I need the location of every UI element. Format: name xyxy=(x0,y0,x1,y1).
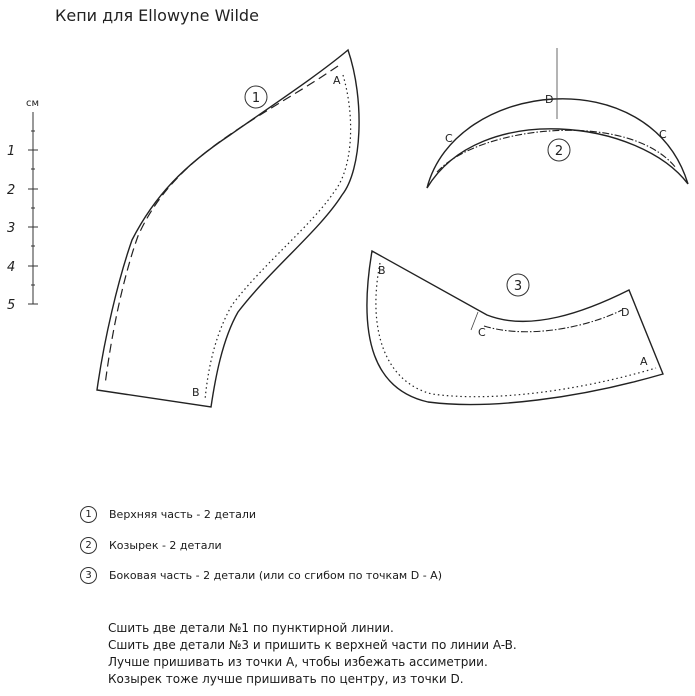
legend-item-3 xyxy=(80,564,640,586)
piece-2-point-c-left: C xyxy=(445,132,453,145)
ruler-tick-1: 1 xyxy=(7,144,16,159)
piece-3-side-part xyxy=(367,251,663,404)
piece-2-point-d: D xyxy=(545,93,554,106)
instruction-line-2: Сшить две детали №3 и пришить к верхней части по линии A-B. xyxy=(108,638,517,652)
legend-number-1: 1 xyxy=(80,506,97,523)
piece-3-point-c: C xyxy=(478,326,486,339)
piece-2-visor xyxy=(427,48,688,188)
legend-number-3: 3 xyxy=(80,567,97,584)
piece-3-tick-c xyxy=(471,312,478,330)
legend-item-1 xyxy=(80,503,640,525)
ruler-tick-3: 3 xyxy=(7,221,16,236)
legend-item-2 xyxy=(80,534,640,556)
instruction-line-3: Лучше пришивать из точки A, чтобы избежать ассиметрии. xyxy=(108,655,488,669)
legend-text-1: Верхняя часть - 2 детали xyxy=(109,507,257,521)
piece-3-point-a: A xyxy=(640,355,648,368)
piece-3-number: 3 xyxy=(513,279,523,294)
piece-1-number: 1 xyxy=(251,91,261,106)
ruler-tick-2: 2 xyxy=(7,183,16,198)
instruction-line-4: Козырек тоже лучше пришивать по центру, из точки D. xyxy=(108,672,464,686)
piece-2-point-c-right: C xyxy=(659,128,667,141)
legend-text-3: Боковая часть - 2 детали (или со сгибом по точкам D - A) xyxy=(109,568,442,582)
page-title: Кепи для Ellowyne Wilde xyxy=(55,6,259,25)
piece-1-top-part xyxy=(97,50,359,407)
instructions xyxy=(108,620,668,688)
piece-1-outline xyxy=(97,50,359,407)
piece-2-number: 2 xyxy=(554,144,564,159)
piece-1-dotted-seam xyxy=(205,75,351,400)
piece-3-point-b: B xyxy=(378,264,386,277)
legend-number-2: 2 xyxy=(80,537,97,554)
ruler xyxy=(7,98,39,313)
legend-text-2: Козырек - 2 детали xyxy=(109,538,222,552)
ruler-tick-4: 4 xyxy=(7,260,16,275)
ruler-unit-label: см xyxy=(26,98,40,109)
piece-3-dashdot-seam xyxy=(484,310,622,332)
instruction-line-1: Сшить две детали №1 по пунктирной линии. xyxy=(108,621,394,635)
piece-3-point-d: D xyxy=(621,306,630,319)
piece-1-point-a: A xyxy=(333,74,341,87)
ruler-tick-5: 5 xyxy=(7,298,16,313)
piece-1-point-b: B xyxy=(192,386,200,399)
